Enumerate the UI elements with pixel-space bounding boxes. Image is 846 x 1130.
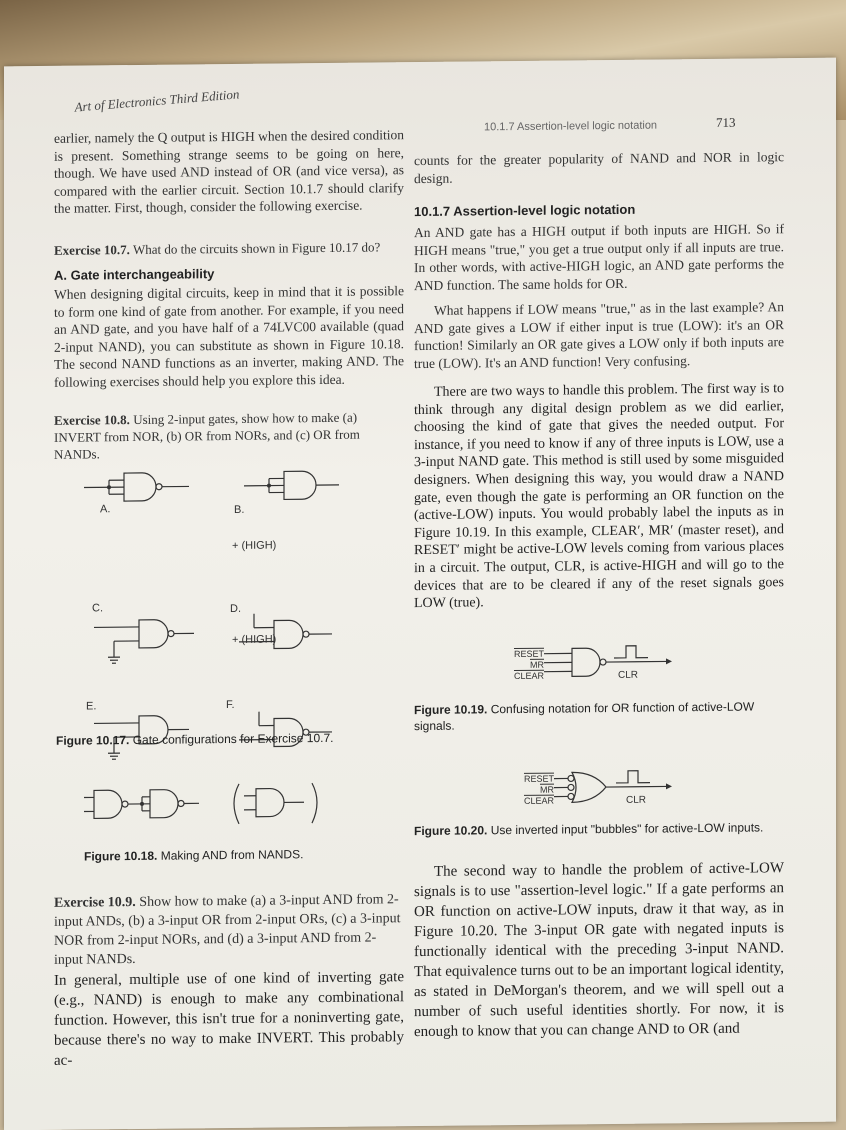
fig17-high-label-d: + (HIGH) (232, 540, 276, 552)
figure-10-20-caption (414, 820, 784, 838)
assertion-para-2: What happens if LOW means "true," as in the last example? An AND gate gives a LOW if either input is true (LOW): it's an OR function! Similarly an OR gate gives a LOW only if both inputs are true (LOW). It's an AND function! Very confusing. (414, 298, 784, 372)
intro-paragraph: earlier, namely the Q output is HIGH when the desired condition is present. Something strange seems to be going on here, though. We have used AND instead of OR (and vice versa), as compared with the earlier circuit. Section 10.1.7 should clarify the matter. First, though, consider the following exercise. (54, 126, 404, 217)
section-10-1-7-heading: 10.1.7 Assertion-level logic notation (414, 200, 784, 219)
fig17-caption-label: Figure 10.17. (56, 733, 129, 748)
fig19-input-mr: MR (512, 660, 544, 671)
fig19-input-reset: RESET (512, 649, 544, 660)
fig20-input-reset: RESET (520, 774, 554, 785)
assertion-para-1: An AND gate has a HIGH output if both inputs are HIGH. So if HIGH means "true," you get a true output only if all inputs are true. In other words, with active-HIGH logic, an AND gate performs the AND function. The same holds for OR. (414, 220, 784, 294)
figure-10-17-diagram (64, 462, 384, 725)
figure-10-18-diagram (84, 783, 344, 836)
section-a-paragraph: When designing digital circuits, keep in mind that it is possible to form one kind of gate from another. For example, if you need an AND gate, and you have half of a 74LVC00 available (quad 2-input NAND), you can substitute as shown in Figure 10.18. The second NAND functions as an inverter, making AND. The following exercises should help you explore this idea. (54, 282, 404, 391)
fig19-caption-text: Confusing notation for OR function of active-LOW signals. (414, 700, 754, 734)
exercise-10-7 (54, 238, 404, 259)
fig20-input-clear: CLEAR (520, 796, 554, 807)
fig18-caption-label: Figure 10.18. (84, 849, 157, 864)
fig19-input-clear: CLEAR (512, 671, 544, 682)
fig17-label-f: F. (226, 699, 235, 711)
exercise-10-9-text: Show how to make (a) a 3-input AND from 2-input ANDs, (b) a 3-input OR from 2-input ORs, (c) a 3-input NOR from 2-input NORs, and (d) a 3-input AND from 2-input NANDs. (54, 892, 400, 968)
figure-10-19-diagram (544, 641, 674, 682)
exercise-10-8 (54, 408, 404, 463)
fig20-output-clr: CLR (626, 795, 646, 806)
closing-paragraph: In general, multiple use of one kind of inverting gate (e.g., NAND) is enough to make any combinational function. However, this isn't true for a noninverting gate, because there's no way to make INVERT. This probably ac- (54, 967, 404, 1071)
fig19-caption-label: Figure 10.19. (414, 702, 487, 717)
gate-c (94, 619, 194, 663)
gate-a (84, 472, 189, 501)
fig20-inputs (520, 774, 554, 807)
fig18-caption-text: Making AND from NANDS. (161, 847, 304, 862)
fig17-high-label-f: + (HIGH) (232, 634, 276, 646)
figure-10-17-caption (56, 731, 334, 748)
book-page (4, 58, 836, 1130)
assertion-para-3: There are two ways to handle this problem. The first way is to think through any digital design problem as we did earlier, choosing the kind of gate that gives the needed output. For instance, if you need to know if any of three inputs is LOW, use a 3-input NAND gate. This method is still used by some misguided designers. When designing this way, you would draw a NAND gate, even though the gate is performing an OR function on the (active-LOW) inputs. You would probably label the inputs as in Figure 10.19. In this example, CLEAR′, MR′ (master reset), and RESET′ might be active-LOW levels coming from various places in a circuit. The output, CLR, is active-HIGH and will go to the devices that are to be cleared if any of the reset signals goes LOW (true). (414, 380, 784, 613)
exercise-10-9 (54, 890, 404, 970)
fig19-output-clr: CLR (618, 670, 638, 681)
running-header-title: Art of Electronics Third Edition (74, 86, 240, 115)
continued-paragraph: counts for the greater popularity of NAND and NOR in logic design. (414, 148, 784, 187)
assertion-para-4: The second way to handle the problem of active-LOW signals is to use "assertion-level logic." If a gate performs an OR function on active-LOW inputs, draw it that way, as in Figure 10.20. The 3-input OR gate with negated inputs is functionally identical with the preceding 3-input NAND. That equivalence turns out to be an important logical identity, as stated in DeMorgan's theorem, and we will spell out a number of such useful identities shortly. For now, it is enough to know that you can change AND to OR (and (414, 858, 784, 1042)
exercise-10-7-label: Exercise 10.7. (54, 242, 130, 258)
gate-b (244, 471, 339, 500)
fig20-caption-label: Figure 10.20. (414, 823, 487, 838)
figure-10-19-caption (414, 698, 784, 734)
fig19-inputs (512, 649, 544, 682)
figure-10-20-diagram (554, 766, 684, 807)
fig17-label-e: E. (86, 700, 96, 712)
fig17-label-a: A. (100, 503, 110, 515)
fig17-caption-text: Gate configurations for Exercise 10.7. (133, 731, 334, 747)
exercise-10-9-label: Exercise 10.9. (54, 895, 136, 911)
fig17-label-d: D. (230, 603, 241, 615)
fig17-label-c: C. (92, 602, 103, 614)
fig17-label-b: B. (234, 504, 244, 516)
exercise-10-7-text: What do the circuits shown in Figure 10.17 do? (133, 239, 380, 257)
fig20-input-mr: MR (520, 785, 554, 796)
running-header-section: 10.1.7 Assertion-level logic notation (484, 120, 657, 134)
fig20-caption-text: Use inverted input "bubbles" for active-LOW inputs. (491, 820, 764, 837)
exercise-10-8-text: Using 2-input gates, show how to make (a) INVERT from NOR, (b) OR from NORs, and (c) OR from NANDs. (54, 410, 360, 462)
figure-10-18-caption (84, 847, 303, 863)
section-a-heading: A. Gate interchangeability (54, 264, 404, 283)
exercise-10-8-label: Exercise 10.8. (54, 412, 130, 428)
page-number: 713 (716, 115, 736, 131)
